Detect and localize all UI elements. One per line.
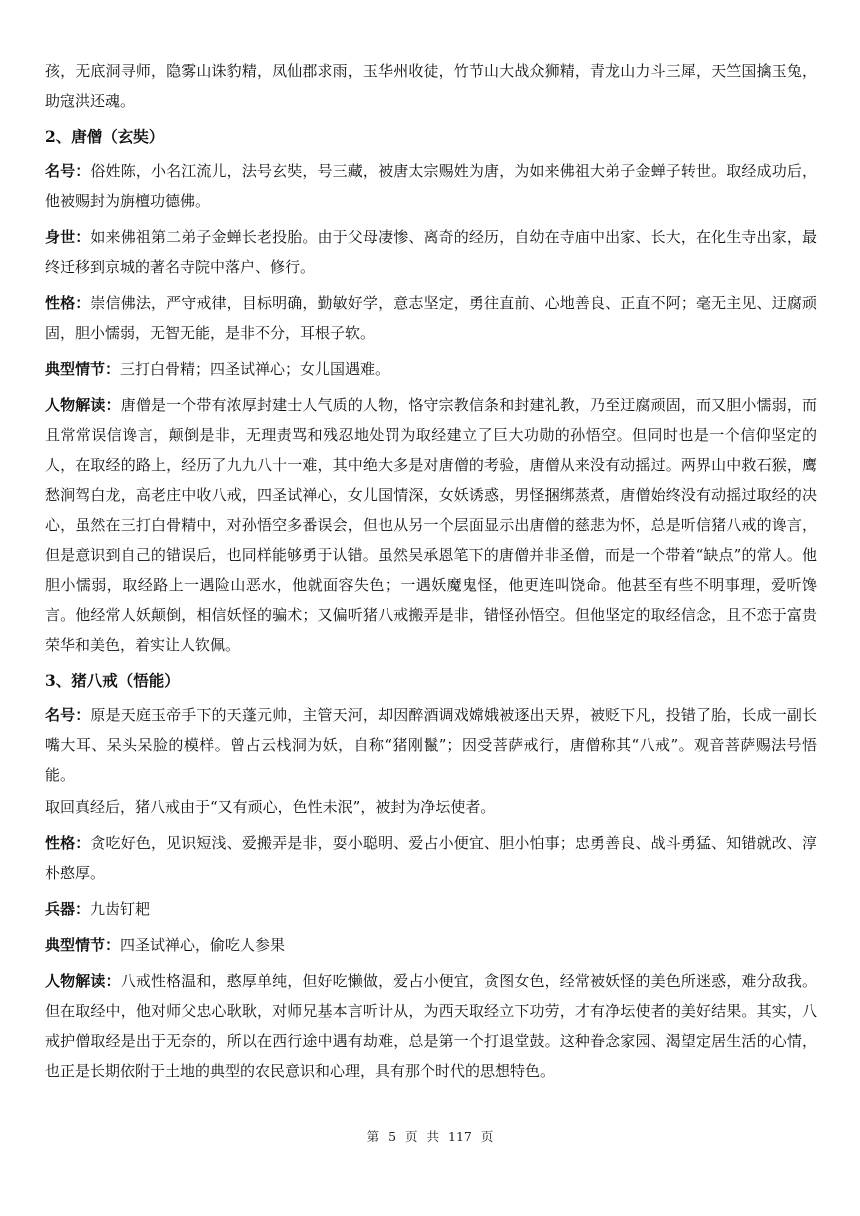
field-label: 人物解读： (45, 972, 121, 990)
tangseng-name-paragraph (45, 156, 817, 216)
field-text: 三打白骨精；四圣试禅心；女儿国遇难。 (120, 360, 391, 378)
field-text: 崇信佛法，严守戒律，目标明确，勤敏好学，意志坚定，勇往直前、心地善良、正直不阿；毫无主见、迂腐顽固，胆小懦弱，无智无能，是非不分，耳根子软。 (45, 294, 817, 342)
field-label: 人物解读： (45, 396, 121, 414)
section-heading-zhubajie: 3、猪八戒（悟能） (45, 671, 180, 690)
field-label: 兵器： (45, 900, 91, 918)
zhubajie-name-paragraph (45, 700, 817, 790)
field-label: 名号： (45, 706, 91, 724)
zhubajie-character-paragraph (45, 828, 817, 888)
field-label: 性格： (45, 294, 91, 312)
field-text: 四圣试禅心，偷吃人参果 (120, 936, 286, 954)
field-label: 典型情节： (45, 936, 121, 954)
zhubajie-interpretation-paragraph (45, 966, 817, 1086)
page-number-footer: 第 5 页 共 117 页 (366, 1129, 494, 1144)
field-text: 九齿钉耙 (90, 900, 151, 918)
tangseng-plot-paragraph (45, 354, 817, 384)
zhubajie-plot-paragraph (45, 930, 817, 960)
field-text: 原是天庭玉帝手下的天蓬元帅，主管天河，却因醉酒调戏嫦娥被逐出天界，被贬下凡，投错了胎，长成一副长嘴大耳、呆头呆脸的模样。曾占云栈洞为妖，自称“猪刚鬣”；因受菩萨戒行，唐僧称其“八戒”。观音菩萨赐法号悟能。 (45, 706, 817, 784)
section-heading-tangseng: 2、唐僧（玄奘） (45, 127, 165, 146)
field-text: 俗姓陈，小名江流儿，法号玄奘，号三藏，被唐太宗赐姓为唐，为如来佛祖大弟子金蝉子转世。取经成功后，他被赐封为旃檀功德佛。 (45, 162, 817, 210)
field-label: 典型情节： (45, 360, 121, 378)
zhubajie-after-paragraph: 取回真经后，猪八戒由于“又有顽心，色性未泯”，被封为净坛使者。 (45, 798, 496, 816)
field-text: 贪吃好色，见识短浅、爱搬弄是非，耍小聪明、爱占小便宜、胆小怕事；忠勇善良、战斗勇猛、知错就改、淳朴憨厚。 (45, 834, 817, 882)
field-label: 名号： (45, 162, 91, 180)
tangseng-interpretation-paragraph (45, 390, 817, 660)
paragraph-continuation: 孩，无底洞寻师，隐雾山诛豹精，凤仙郡求雨，玉华州收徒，竹节山大战众狮精，青龙山力斗三犀，天竺国擒玉兔，助寇洪还魂。 (45, 62, 817, 110)
document-body (45, 56, 817, 1092)
field-label: 身世： (45, 228, 91, 246)
tangseng-bio-paragraph (45, 222, 817, 282)
zhubajie-weapon-paragraph (45, 894, 817, 924)
field-text: 如来佛祖第二弟子金蝉长老投胎。由于父母凄惨、离奇的经历，自幼在寺庙中出家、长大，在化生寺出家，最终迁移到京城的著名寺院中落户、修行。 (45, 228, 817, 276)
tangseng-character-paragraph (45, 288, 817, 348)
field-text: 唐僧是一个带有浓厚封建士人气质的人物，恪守宗教信条和封建礼教，乃至迂腐顽固，而又胆小懦弱，而且常常误信谗言，颠倒是非，无理责骂和残忍地处罚为取经建立了巨大功勋的孙悟空。但同时也是一个信仰坚定的人，在取经的路上，经历了九九八十一难，其中绝大多是对唐僧的考验，唐僧从来没有动摇过。两界山中救石猴，鹰愁涧驾白龙，高老庄中收八戒，四圣试禅心，女儿国情深，女妖诱惑，男怪捆绑蒸煮，唐僧始终没有动摇过取经的决心，虽然在三打白骨精中，对孙悟空多番误会，但也从另一个层面显示出唐僧的慈悲为怀，总是听信猪八戒的谗言，但是意识到自己的错误后，也同样能够勇于认错。虽然吴承恩笔下的唐僧并非圣僧，而是一个带着“缺点”的常人。他胆小懦弱，取经路上一遇险山恶水，他就面容失色；一遇妖魔鬼怪，他更连叫饶命。他甚至有些不明事理，爱听馋言。他经常人妖颠倒，相信妖怪的骗术；又偏听猪八戒搬弄是非，错怪孙悟空。但他坚定的取经信念，且不恋于富贵荣华和美色，着实让人钦佩。 (45, 396, 817, 654)
field-label: 性格： (45, 834, 91, 852)
field-text: 八戒性格温和，憨厚单纯，但好吃懒做，爱占小便宜，贪图女色，经常被妖怪的美色所迷惑，难分敌我。但在取经中，他对师父忠心耿耿，对师兄基本言听计从，为西天取经立下功劳，才有净坛使者的美好结果。其实，八戒护僧取经是出于无奈的，所以在西行途中遇有劫难，总是第一个打退堂鼓。这种眷念家园、渴望定居生活的心情，也正是长期依附于土地的典型的农民意识和心理，具有那个时代的思想特色。 (45, 972, 817, 1080)
